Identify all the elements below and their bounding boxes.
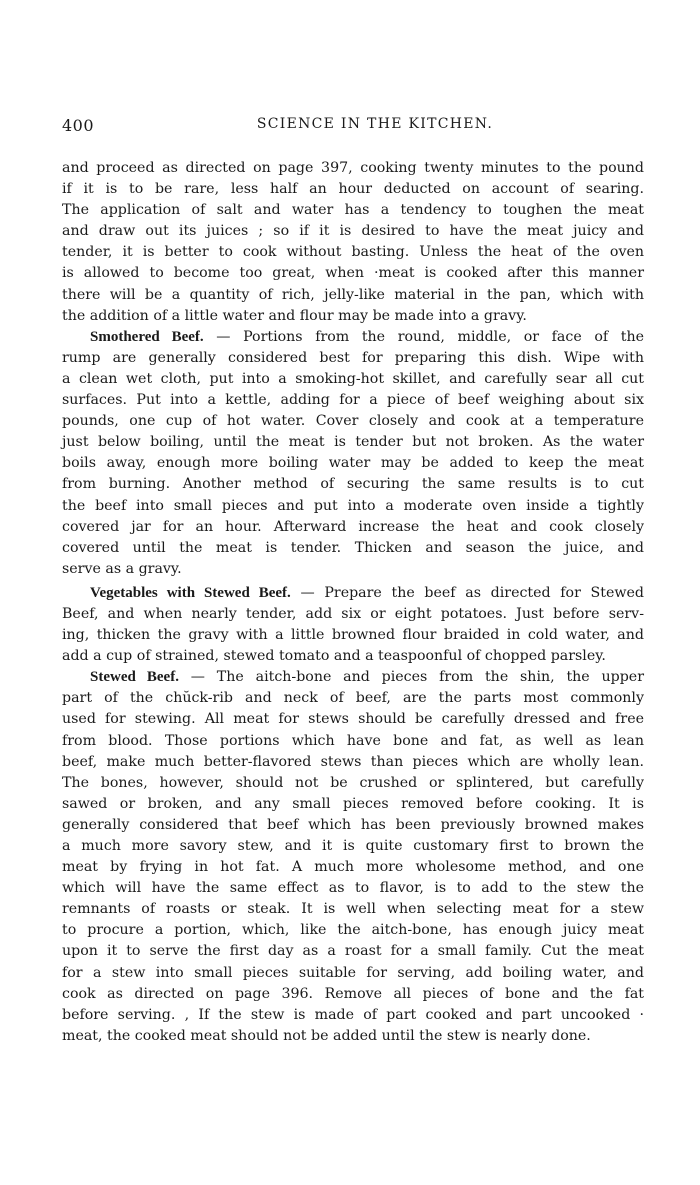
- page-body: [62, 158, 644, 1047]
- text-line: The application of salt and water has a tendency to toughen the meat: [62, 202, 644, 219]
- text-line: meat by frying in hot fat. A much more wholesome method, and one: [62, 859, 644, 876]
- text-line: just below boiling, until the meat is tender but not broken. As the water: [62, 434, 644, 451]
- text-line: beef, make much better-flavored stews than pieces which are wholly lean.: [62, 753, 644, 770]
- text-line: to procure a portion, which, like the aitch-bone, has enough juicy meat: [62, 922, 644, 939]
- text-line: Beef, and when nearly tender, add six or eight potatoes. Just before serv-: [62, 605, 644, 622]
- running-title: SCIENCE IN THE KITCHEN.: [256, 116, 494, 132]
- text-line: remnants of roasts or steak. It is well when selecting meat for a stew: [62, 901, 644, 918]
- section-heading-stewed-beef: Stewed Beef.: [90, 669, 179, 686]
- text-line: sawed or broken, and any small pieces removed before cooking. It is: [62, 795, 644, 812]
- text-line: add a cup of strained, stewed tomato and a teaspoonful of chopped parsley.: [62, 648, 606, 665]
- text-line: a clean wet cloth, put into a smoking-hot skillet, and carefully sear all cut: [62, 370, 644, 387]
- text-line: and draw out its juices ; so if it is desired to have the meat juicy and: [62, 223, 644, 240]
- text-line: part of the chŭck-rib and neck of beef, are the parts most commonly: [62, 690, 644, 707]
- text-line: the beef into small pieces and put into a moderate oven inside a tightly: [62, 497, 644, 514]
- text-line: serve as a gravy.: [62, 560, 182, 577]
- text-line: before serving. , If the stew is made of part cooked and part uncooked ·: [62, 1006, 644, 1023]
- text-line: tender, it is better to cook without basting. Unless the heat of the oven: [62, 244, 644, 261]
- text-line: boils away, enough more boiling water may be added to keep the meat: [62, 455, 644, 472]
- page-number: 400: [62, 116, 95, 135]
- text-line: surfaces. Put into a kettle, adding for a piece of beef weighing about six: [62, 392, 644, 409]
- text-line: from blood. Those portions which have bone and fat, as well as lean: [62, 732, 644, 749]
- text-line: and proceed as directed on page 397, cooking twenty minutes to the pound: [62, 160, 644, 176]
- text-line: covered until the meat is tender. Thicken and season the juice, and: [62, 539, 644, 556]
- text-line: the addition of a little water and flour may be made into a gravy.: [62, 307, 527, 324]
- text-line: generally considered that beef which has been previously browned makes: [62, 816, 644, 833]
- paragraph-first-line: Smothered Beef. — Portions from the round, middle, or face of the: [90, 328, 644, 345]
- text-line: for a stew into small pieces suitable for serving, add boiling water, and: [62, 964, 644, 981]
- text-line: if it is to be rare, less half an hour deducted on account of searing.: [62, 181, 644, 198]
- text-line: covered jar for an hour. Afterward increase the heat and cook closely: [62, 518, 644, 535]
- text-line: upon it to serve the first day as a roast for a small family. Cut the meat: [62, 943, 644, 960]
- text-line: there will be a quantity of rich, jelly-like material in the pan, which with: [62, 286, 644, 303]
- text-line: which will have the same effect as to flavor, is to add to the stew the: [62, 880, 644, 897]
- paragraph-first-line: Vegetables with Stewed Beef. — Prepare the beef as directed for Stewed: [90, 584, 644, 601]
- smothered-beef-paragraph: [62, 327, 644, 580]
- text-line: meat, the cooked meat should not be added until the stew is nearly done.: [62, 1027, 591, 1044]
- stewed-beef-paragraph: [62, 667, 644, 1047]
- vegetables-stewed-beef-paragraph: [62, 583, 644, 667]
- text-line: rump are generally considered best for preparing this dish. Wipe with: [62, 349, 644, 366]
- text-line: ing, thicken the gravy with a little browned flour braided in cold water, and: [62, 627, 644, 644]
- intro-paragraph: [62, 158, 644, 327]
- text-line: from burning. Another method of securing the same results is to cut: [62, 476, 644, 493]
- text-line: is allowed to become too great, when ·meat is cooked after this manner: [62, 265, 644, 282]
- text-line: cook as directed on page 396. Remove all pieces of bone and the fat: [62, 985, 644, 1002]
- page-header: [62, 116, 644, 140]
- section-heading-smothered-beef: Smothered Beef.: [90, 328, 204, 345]
- text-line: pounds, one cup of hot water. Cover closely and cook at a temperature: [62, 413, 644, 430]
- text-line: The bones, however, should not be crushed or splintered, but carefully: [62, 774, 644, 791]
- section-heading-vegetables-with-stewed-beef: Vegetables with Stewed Beef.: [90, 584, 291, 601]
- paragraph-first-line: Stewed Beef. — The aitch-bone and pieces from the shin, the upper: [90, 669, 644, 686]
- text-line: a much more savory stew, and it is quite customary first to brown the: [62, 838, 644, 854]
- text-line: used for stewing. All meat for stews should be carefully dressed and free: [62, 711, 644, 728]
